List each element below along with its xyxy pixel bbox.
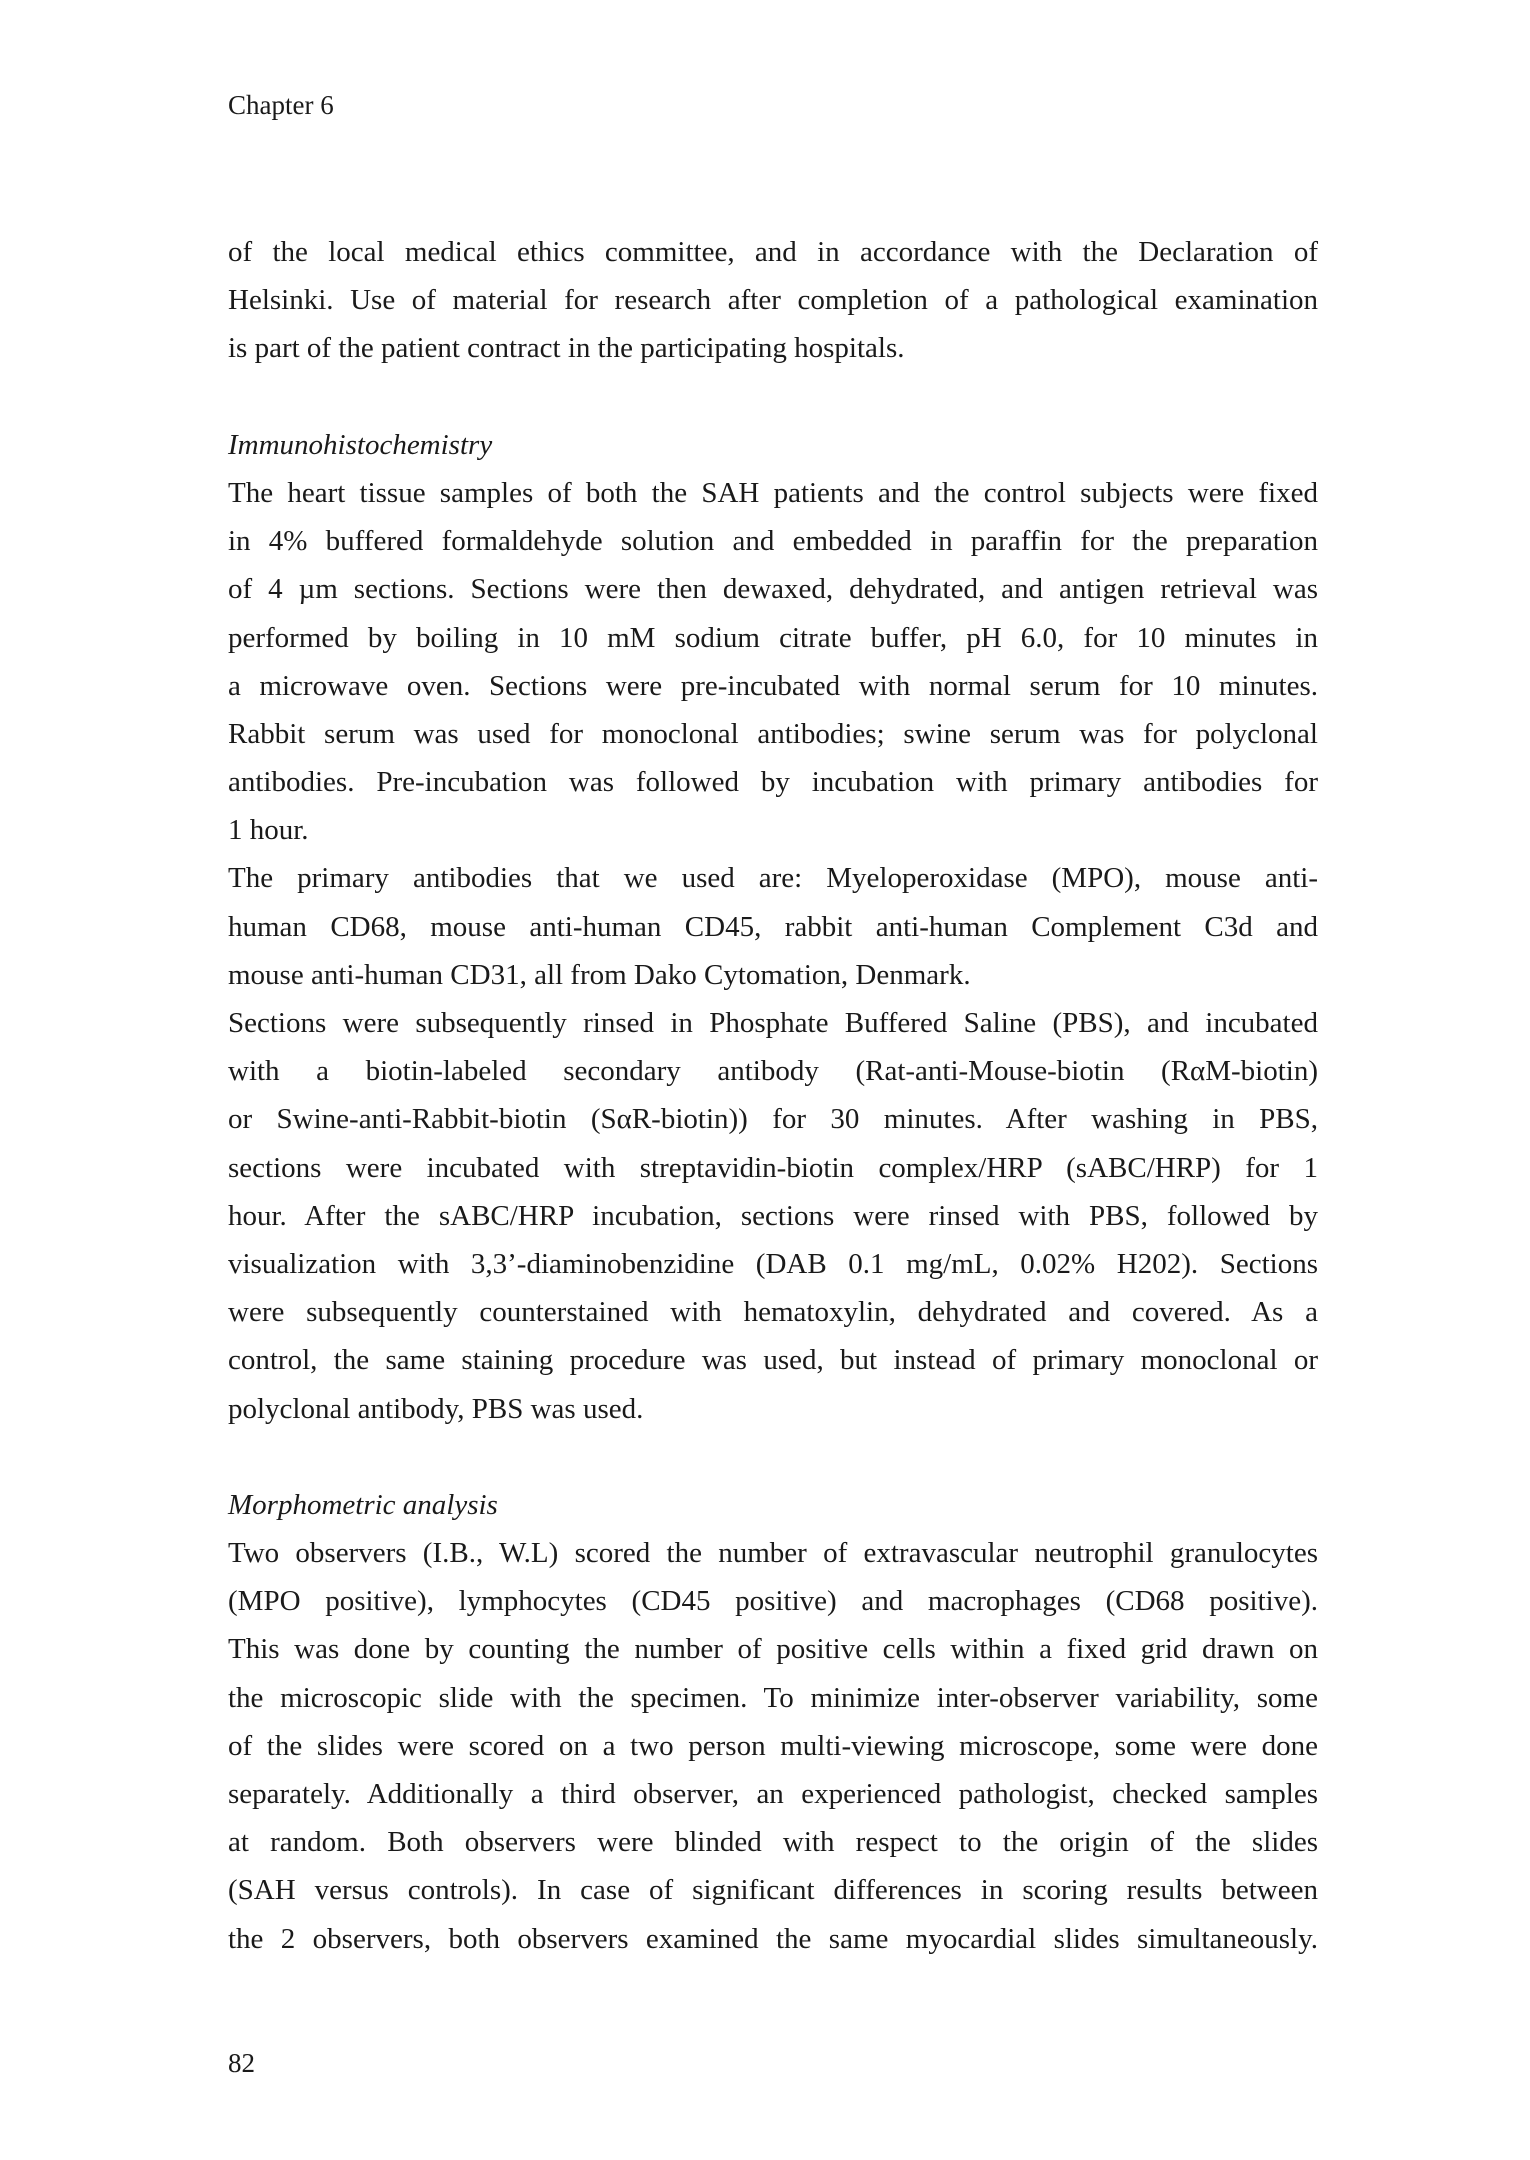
text-line: sections were incubated with streptavidin-biotin complex/HRP (sABC/HRP) for 1: [228, 1151, 1318, 1184]
text-line: The heart tissue samples of both the SAH patients and the control subjects were fixed: [228, 476, 1318, 509]
text-line: hour. After the sABC/HRP incubation, sections were rinsed with PBS, followed by: [228, 1199, 1318, 1232]
paragraph-gap: [228, 373, 1318, 421]
text-line: of the local medical ethics committee, and in accordance with the Declaration of: [228, 236, 1318, 268]
paragraph: [228, 854, 1318, 999]
paragraph: [228, 469, 1318, 855]
text-line: the microscopic slide with the specimen. To minimize inter-observer variability, some: [228, 1681, 1318, 1714]
running-head: Chapter 6: [228, 90, 334, 120]
text-line: (MPO positive), lymphocytes (CD45 positive) and macrophages (CD68 positive).: [228, 1585, 1318, 1618]
text-line: visualization with 3,3’-diaminobenzidine (DAB 0.1 mg/mL, 0.02% H202). Sections: [228, 1247, 1318, 1280]
text-line: performed by boiling in 10 mM sodium citrate buffer, pH 6.0, for 10 minutes in: [228, 621, 1318, 654]
text-line: of 4 µm sections. Sections were then dewaxed, dehydrated, and antigen retrieval was: [228, 573, 1318, 606]
paragraph: [228, 1529, 1318, 1963]
section-heading: Morphometric analysis: [228, 1488, 498, 1521]
text-line: control, the same staining procedure was used, but instead of primary monoclonal or: [228, 1344, 1318, 1377]
text-line: human CD68, mouse anti-human CD45, rabbit anti-human Complement C3d and: [228, 910, 1318, 943]
text-line: Two observers (I.B., W.L) scored the number of extravascular neutrophil granulocytes: [228, 1537, 1318, 1570]
paragraph-gap: [228, 1433, 1318, 1481]
text-line: Rabbit serum was used for monoclonal antibodies; swine serum was for polyclonal: [228, 717, 1318, 750]
paragraph-intro: [228, 228, 1318, 373]
section-morphometric-analysis: [228, 1481, 1318, 1963]
text-line: were subsequently counterstained with hematoxylin, dehydrated and covered. As a: [228, 1296, 1318, 1329]
paragraph: [228, 999, 1318, 1433]
text-line: separately. Additionally a third observer, an experienced pathologist, checked samples: [228, 1778, 1318, 1810]
text-line: The primary antibodies that we used are: Myeloperoxidase (MPO), mouse anti-: [228, 862, 1318, 895]
text-line: Helsinki. Use of material for research after completion of a pathological examination: [228, 284, 1318, 317]
page-body: [228, 228, 1318, 1963]
text-line: the 2 observers, both observers examined the same myocardial slides simultaneously.: [228, 1922, 1318, 1955]
text-line: antibodies. Pre-incubation was followed by incubation with primary antibodies for: [228, 766, 1318, 799]
text-line: with a biotin-labeled secondary antibody (Rat-anti-Mouse-biotin (RαM-biotin): [228, 1055, 1318, 1088]
text-line: 1 hour.: [228, 814, 309, 847]
text-line: (SAH versus controls). In case of significant differences in scoring results between: [228, 1874, 1318, 1907]
text-line: This was done by counting the number of positive cells within a fixed grid drawn on: [228, 1633, 1318, 1666]
text-line: in 4% buffered formaldehyde solution and embedded in paraffin for the preparation: [228, 525, 1318, 558]
text-line: is part of the patient contract in the participating hospitals.: [228, 332, 905, 365]
text-line: a microwave oven. Sections were pre-incubated with normal serum for 10 minutes.: [228, 669, 1318, 702]
text-line: mouse anti-human CD31, all from Dako Cytomation, Denmark.: [228, 958, 971, 991]
page-number: 82: [228, 2048, 255, 2078]
text-line: at random. Both observers were blinded with respect to the origin of the slides: [228, 1826, 1318, 1859]
text-line: of the slides were scored on a two person multi-viewing microscope, some were done: [228, 1729, 1318, 1762]
text-line: or Swine-anti-Rabbit-biotin (SαR-biotin)) for 30 minutes. After washing in PBS,: [228, 1103, 1318, 1136]
text-line: polyclonal antibody, PBS was used.: [228, 1392, 644, 1425]
section-heading: Immunohistochemistry: [228, 428, 493, 461]
text-line: Sections were subsequently rinsed in Phosphate Buffered Saline (PBS), and incubated: [228, 1007, 1318, 1039]
section-immunohistochemistry: [228, 421, 1318, 1433]
